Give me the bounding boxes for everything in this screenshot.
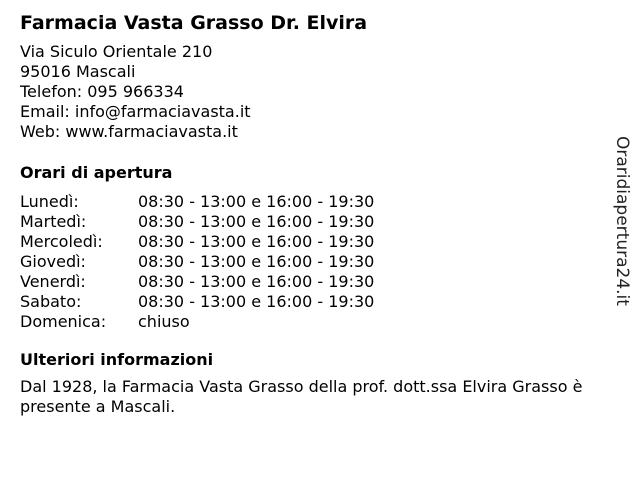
day-label: Sabato: (20, 292, 82, 311)
hours-heading: Orari di apertura (20, 163, 173, 182)
time-value: 08:30 - 13:00 e 16:00 - 19:30 (138, 212, 375, 231)
table-row (20, 312, 374, 332)
time-value: 08:30 - 13:00 e 16:00 - 19:30 (138, 272, 375, 291)
time-value: 08:30 - 13:00 e 16:00 - 19:30 (138, 292, 375, 311)
hours-table (20, 192, 374, 332)
day-label: Martedì: (20, 212, 87, 231)
address-street: Via Siculo Orientale 210 (20, 42, 213, 61)
table-row (20, 232, 374, 252)
address-city: 95016 Mascali (20, 62, 136, 81)
day-label: Venerdì: (20, 272, 86, 291)
web-text: Web: www.farmaciavasta.it (20, 122, 238, 141)
watermark (612, 136, 634, 312)
email-text: Email: info@farmaciavasta.it (20, 102, 251, 121)
time-value: chiuso (138, 312, 190, 331)
table-row (20, 272, 374, 292)
table-row (20, 292, 374, 312)
table-row (20, 252, 374, 272)
contact-block (20, 42, 620, 142)
day-label: Domenica: (20, 312, 107, 331)
phone-text: Telefon: 095 966334 (20, 82, 184, 101)
day-label: Giovedì: (20, 252, 86, 271)
watermark-text: Oraridiapertura24.it (612, 136, 632, 306)
table-row (20, 212, 374, 232)
time-value: 08:30 - 13:00 e 16:00 - 19:30 (138, 232, 375, 251)
table-row (20, 192, 374, 212)
day-label: Lunedì: (20, 192, 79, 211)
day-label: Mercoledì: (20, 232, 103, 251)
business-name: Farmacia Vasta Grasso Dr. Elvira (20, 12, 368, 34)
more-info-text: Dal 1928, la Farmacia Vasta Grasso della prof. dott.ssa Elvira Grasso è presente a Mascali. (20, 377, 583, 416)
time-value: 08:30 - 13:00 e 16:00 - 19:30 (138, 192, 375, 211)
business-card (20, 10, 620, 417)
time-value: 08:30 - 13:00 e 16:00 - 19:30 (138, 252, 375, 271)
more-info-heading: Ulteriori informazioni (20, 350, 214, 369)
